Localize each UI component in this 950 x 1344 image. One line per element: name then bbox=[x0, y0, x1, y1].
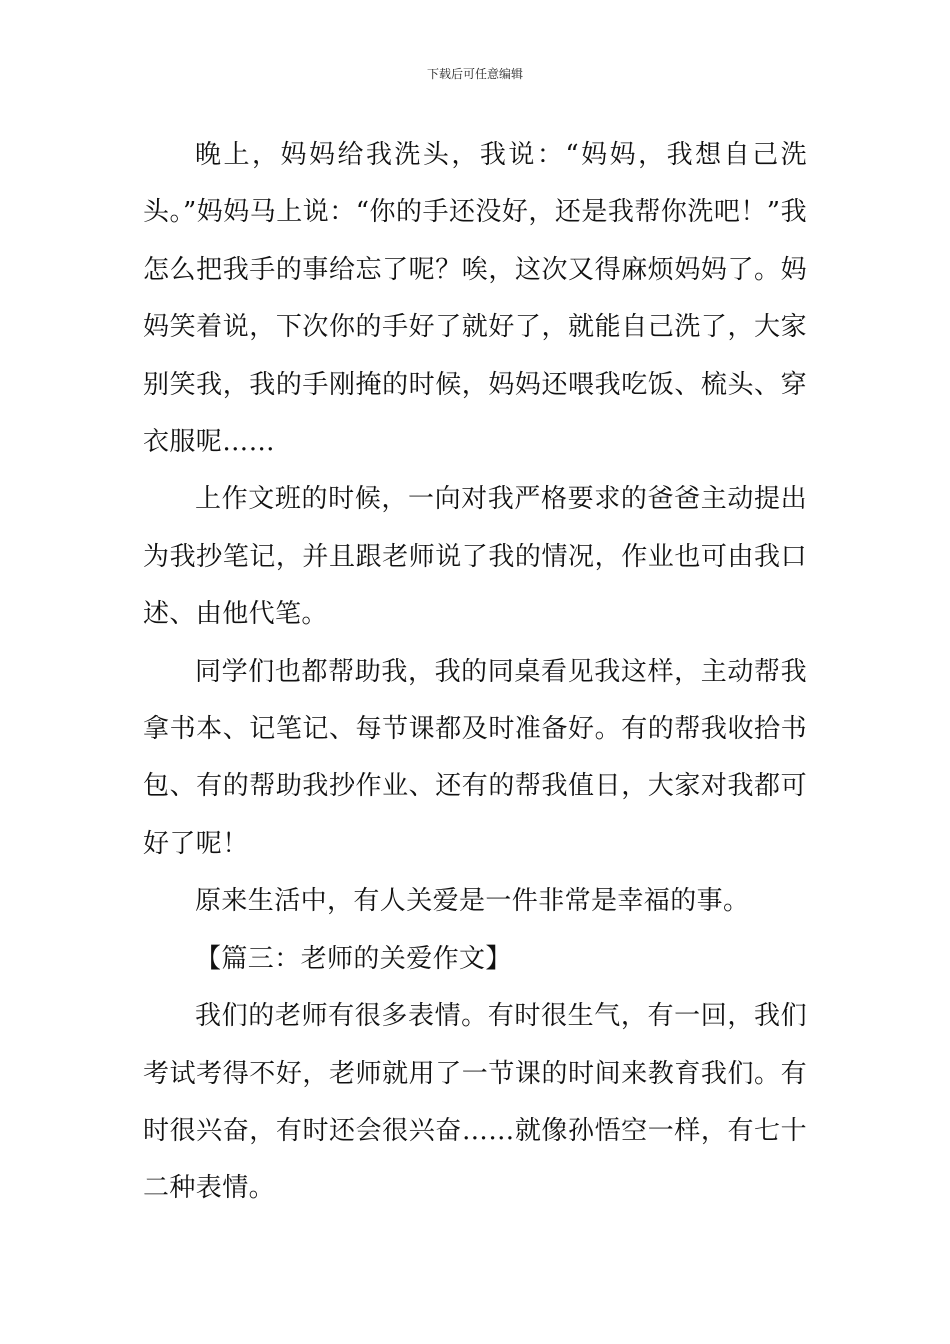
paragraph-classmates: 同学们也都帮助我，我的同桌看见我这样，主动帮我拿书本、记笔记、每节课都及时准备好。有的帮我收拾书包、有的帮助我抄作业、还有的帮我值日，大家对我都可好了呢！ bbox=[143, 656, 807, 859]
paragraph-teacher: 我们的老师有很多表情。有时很生气，有一回，我们考试考得不好，老师就用了一节课的时间来教育我们。有时很兴奋，有时还会很兴奋……就像孙悟空一样，有七十二种表情。 bbox=[143, 1001, 807, 1204]
section-heading: 【篇三：老师的关爱作文】 bbox=[195, 943, 512, 974]
page-header: 下载后可任意编辑 bbox=[426, 67, 523, 81]
document-body bbox=[143, 127, 807, 1218]
paragraph-conclusion: 原来生活中，有人关爱是一件非常是幸福的事。 bbox=[195, 886, 750, 917]
paragraph-hair-washing: 晚上，妈妈给我洗头，我说：“妈妈，我想自己洗头。”妈妈马上说：“你的手还没好，还是我帮你洗吧！”我怎么把我手的事给忘了呢？唉，这次又得麻烦妈妈了。妈妈笑着说，下次你的手好了就好了，就能自己洗了，大家别笑我，我的手刚掩的时候，妈妈还喂我吃饭、梳头、穿衣服呢…… bbox=[143, 140, 807, 458]
paragraph-writing-class: 上作文班的时候，一向对我严格要求的爸爸主动提出为我抄笔记，并且跟老师说了我的情况，作业也可由我口述、由他代笔。 bbox=[143, 484, 807, 630]
